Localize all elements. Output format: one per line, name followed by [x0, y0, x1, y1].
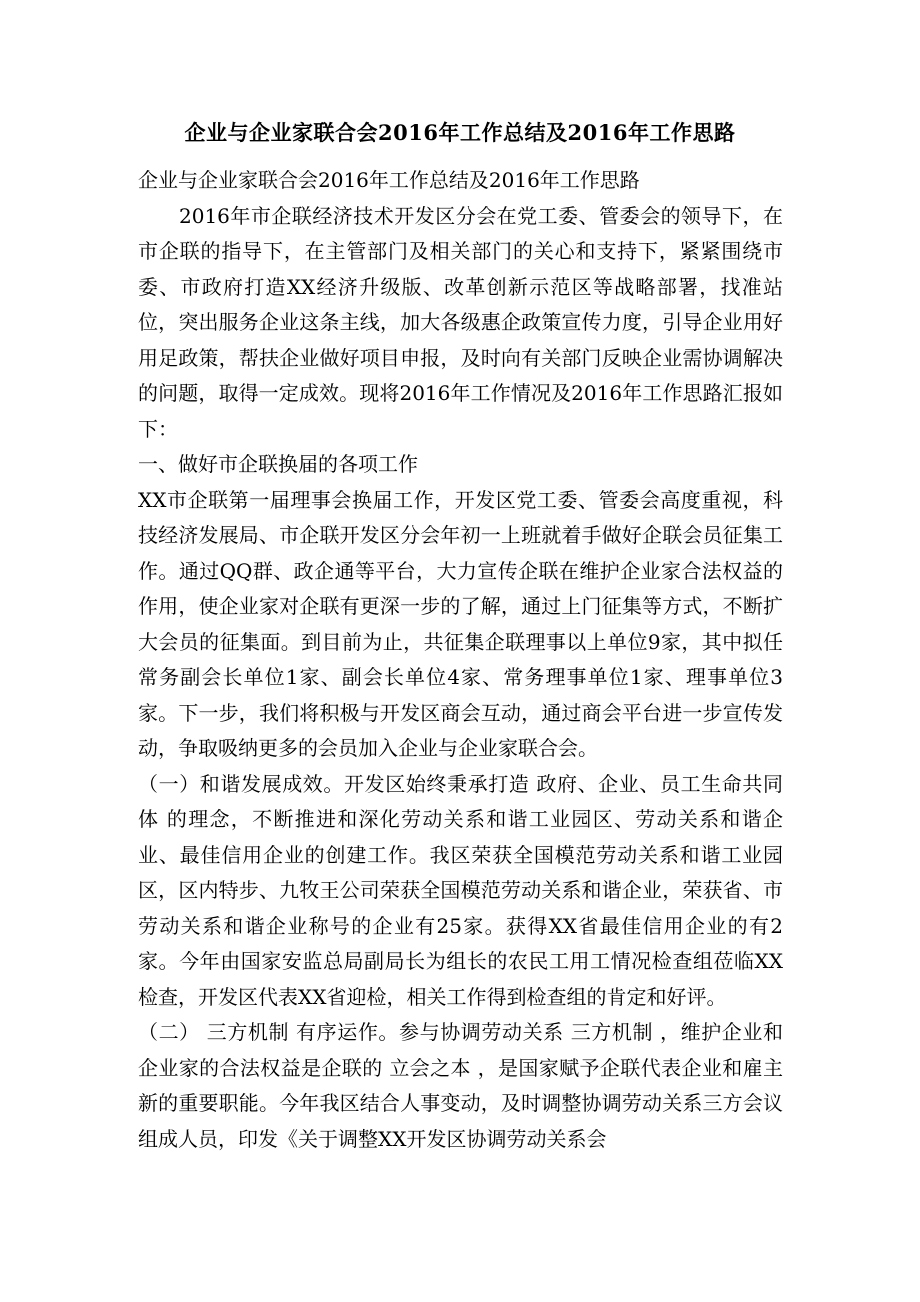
- document-title: 企业与企业家联合会2016年工作总结及2016年工作思路: [184, 120, 736, 145]
- paragraph-intro: 2016年市企联经济技术开发区分会在党工委、管委会的领导下，在市企联的指导下，在主管部门及相关部门的关心和支持下，紧紧围绕市委、市政府打造XX经济升级版、改革创新示范区等战略部署，找准站位，突出服务企业这条主线，加大各级惠企政策宣传力度，引导企业用好用足政策，帮扶企业做好项目申报，及时向有关部门反映企业需协调解决的问题，取得一定成效。现将2016年工作情况及2016年工作思路汇报如下：: [138, 203, 783, 441]
- document-body: [138, 163, 783, 1157]
- section-heading-1: 一、做好市企联换届的各项工作: [138, 452, 418, 476]
- paragraph-tripartite: （二） 三方机制 有序运作。参与协调劳动关系 三方机制 ，维护企业和企业家的合法权益是企联的 立会之本 ，是国家赋予企联代表企业和雇主新的重要职能。今年我区结合人事变动，及时调整协调劳动关系三方会议组成人员，印发《关于调整XX开发区协调劳动关系会: [138, 1020, 783, 1151]
- paragraph-election: XX市企联第一届理事会换届工作，开发区党工委、管委会高度重视，科技经济发展局、市企联开发区分会年初一上班就着手做好企联会员征集工作。通过QQ群、政企通等平台，大力宣传企联在维护企业家合法权益的作用，使企业家对企联有更深一步的了解，通过上门征集等方式，不断扩大会员的征集面。到目前为止，共征集企联理事以上单位9家，其中拟任常务副会长单位1家、副会长单位4家、常务理事单位1家、理事单位3家。下一步，我们将积极与开发区商会互动，通过商会平台进一步宣传发动，争取吸纳更多的会员加入企业与企业家联合会。: [138, 487, 783, 760]
- paragraph-subtitle: 企业与企业家联合会2016年工作总结及2016年工作思路: [138, 168, 640, 192]
- paragraph-harmony: （一）和谐发展成效。开发区始终秉承打造 政府、企业、员工生命共同体 的理念，不断推进和深化劳动关系和谐工业园区、劳动关系和谐企业、最佳信用企业的创建工作。我区荣获全国模范劳动关系和谐工业园区，区内特步、九牧王公司荣获全国模范劳动关系和谐企业，荣获省、市 劳动关系和谐企业称号的企业有25家。获得XX省最佳信用企业的有2家。今年由国家安监总局副局长为组长的农民工用工情况检查组莅临XX检查，开发区代表XX省迎检，相关工作得到检查组的肯定和好评。: [138, 771, 783, 1009]
